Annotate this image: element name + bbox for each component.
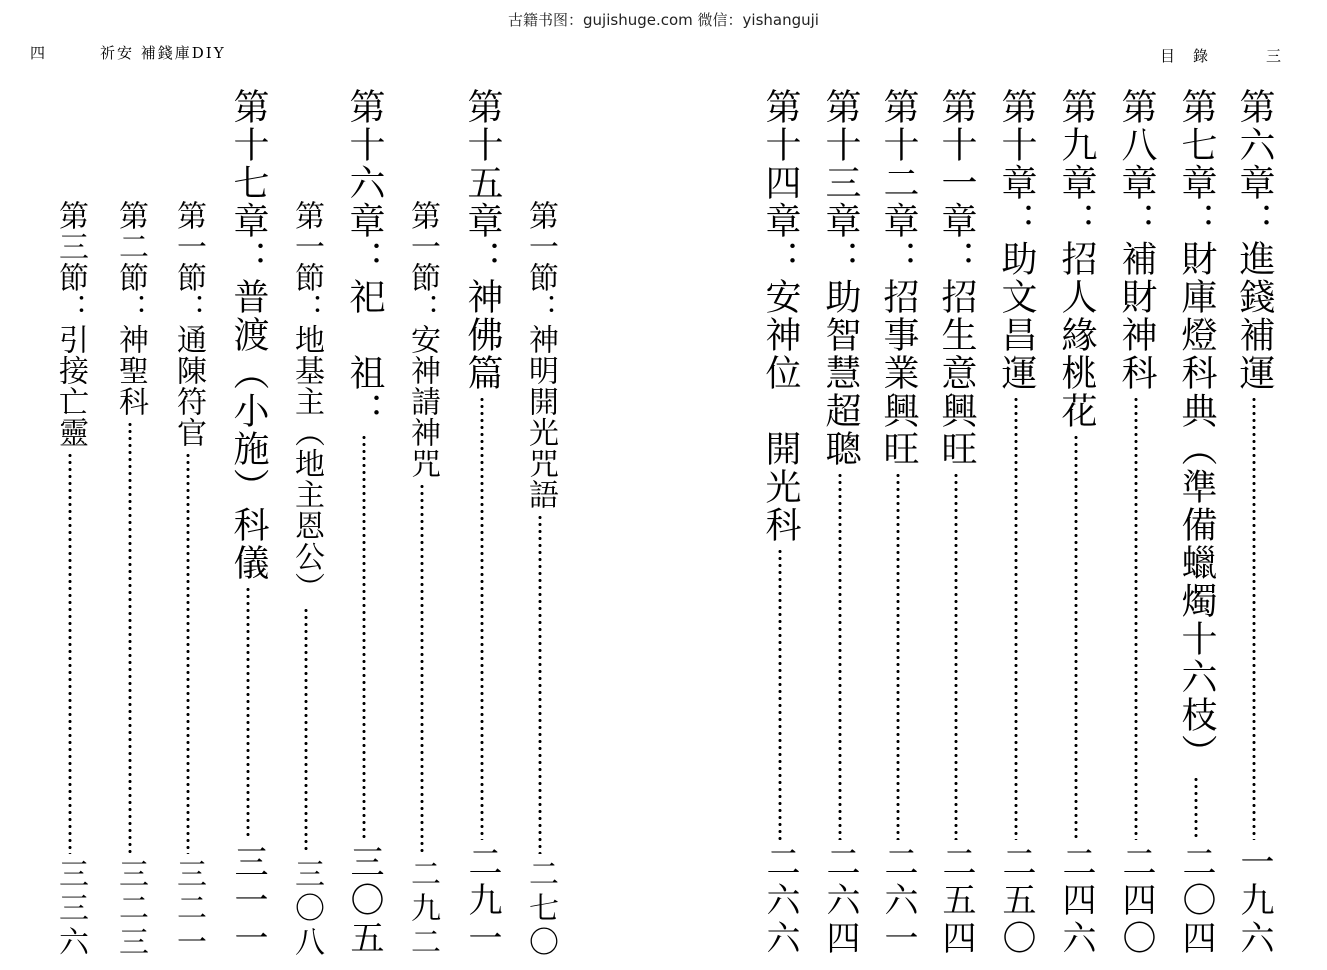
toc-title: 第九章：招人緣桃花 xyxy=(1056,88,1097,430)
toc-title: 第八章：補財神科 xyxy=(1116,88,1157,392)
dot-leader xyxy=(1134,396,1138,840)
toc-title: 第一節：通陳符官 xyxy=(171,200,206,448)
toc-entry-chapter-7 xyxy=(1170,88,1222,958)
toc-entry-section xyxy=(44,200,96,960)
toc-page: 二九一 xyxy=(462,844,502,958)
toc-title: 第十七章：普渡（小施）科儀 xyxy=(228,88,269,582)
toc-title: 第一節：神明開光咒語 xyxy=(523,200,558,510)
left-page-number: 四 xyxy=(30,44,48,62)
toc-page: 二四〇 xyxy=(1116,844,1156,958)
toc-page: 二四六 xyxy=(1056,844,1096,958)
dot-leader xyxy=(1252,396,1256,840)
toc-title: 第十三章：助智慧超聰 xyxy=(820,88,861,468)
toc-entry-section xyxy=(162,200,214,960)
toc-entry-section xyxy=(514,200,566,960)
toc-page: 三一一 xyxy=(228,844,268,958)
toc-page: 二六一 xyxy=(878,844,918,958)
dot-leader xyxy=(362,434,366,840)
dot-leader xyxy=(186,452,190,854)
toc-page: 一九六 xyxy=(1234,844,1274,958)
toc-title: 第十一章：招生意興旺 xyxy=(936,88,977,468)
toc-title: 第十六章：祀 祖： xyxy=(344,88,385,430)
toc-title: 第十二章：招事業興旺 xyxy=(878,88,919,468)
toc-page: 二五四 xyxy=(936,844,976,958)
right-running-title: 目錄 xyxy=(1160,47,1227,65)
toc-title: 第六章：進錢補運 xyxy=(1234,88,1275,392)
dot-leader xyxy=(778,548,782,840)
toc-page: 二六四 xyxy=(820,844,860,958)
toc-entry-chapter-17 xyxy=(222,88,274,958)
toc-entry-chapter-10 xyxy=(990,88,1042,958)
toc-entry-chapter-11 xyxy=(930,88,982,958)
toc-page: 三二三 xyxy=(113,858,148,960)
toc-entry-chapter-9 xyxy=(1050,88,1102,958)
toc-title: 第二節：神聖科 xyxy=(113,200,148,417)
toc-page: 二六六 xyxy=(760,844,800,958)
toc-entry-chapter-14 xyxy=(754,88,806,958)
toc-title: 第一節：安神請神咒 xyxy=(405,200,440,479)
toc-page: 三二一 xyxy=(171,858,206,960)
toc-entry-chapter-12 xyxy=(872,88,924,958)
toc-page: 三三六 xyxy=(53,858,88,960)
dot-leader xyxy=(480,396,484,840)
dot-leader xyxy=(128,421,132,854)
toc-title: 第三節：引接亡靈 xyxy=(53,200,88,448)
toc-entry-section xyxy=(396,200,448,960)
toc-entry-section xyxy=(104,200,156,960)
dot-leader xyxy=(954,472,958,840)
toc-entry-chapter-16 xyxy=(338,88,390,958)
toc-page: 二七〇 xyxy=(523,858,558,960)
toc-entry-chapter-6 xyxy=(1228,88,1280,958)
toc-title: 第十四章：安神位 開光科 xyxy=(760,88,801,544)
dot-leader xyxy=(538,514,542,854)
toc-page: 二九二 xyxy=(405,858,440,960)
toc-entry-section xyxy=(280,200,332,960)
watermark: 古籍书图：gujishuge.com 微信：yishanguji xyxy=(508,11,819,29)
toc-title: 第十五章：神佛篇 xyxy=(462,88,503,392)
toc-title: 第一節：地基主（地主恩公） xyxy=(289,200,324,603)
toc-page: 二〇四 xyxy=(1176,844,1216,958)
dot-leader xyxy=(838,472,842,840)
dot-leader xyxy=(1074,434,1078,840)
dot-leader xyxy=(246,586,250,840)
dot-leader xyxy=(1194,776,1198,840)
toc-page: 二五〇 xyxy=(996,844,1036,958)
left-running-title: 祈安 補錢庫DIY xyxy=(100,44,226,62)
dot-leader xyxy=(68,452,72,854)
toc-title: 第十章：助文昌運 xyxy=(996,88,1037,392)
toc-entry-chapter-15 xyxy=(456,88,508,958)
dot-leader xyxy=(304,607,308,854)
dot-leader xyxy=(896,472,900,840)
dot-leader xyxy=(420,483,424,854)
right-page-number: 三 xyxy=(1266,47,1284,65)
toc-entry-chapter-13 xyxy=(814,88,866,958)
toc-entry-chapter-8 xyxy=(1110,88,1162,958)
toc-title: 第七章：財庫燈科典（準備蠟燭十六枝） xyxy=(1176,88,1217,772)
toc-page: 三〇八 xyxy=(289,858,324,960)
dot-leader xyxy=(1014,396,1018,840)
toc-page: 三〇五 xyxy=(344,844,384,958)
